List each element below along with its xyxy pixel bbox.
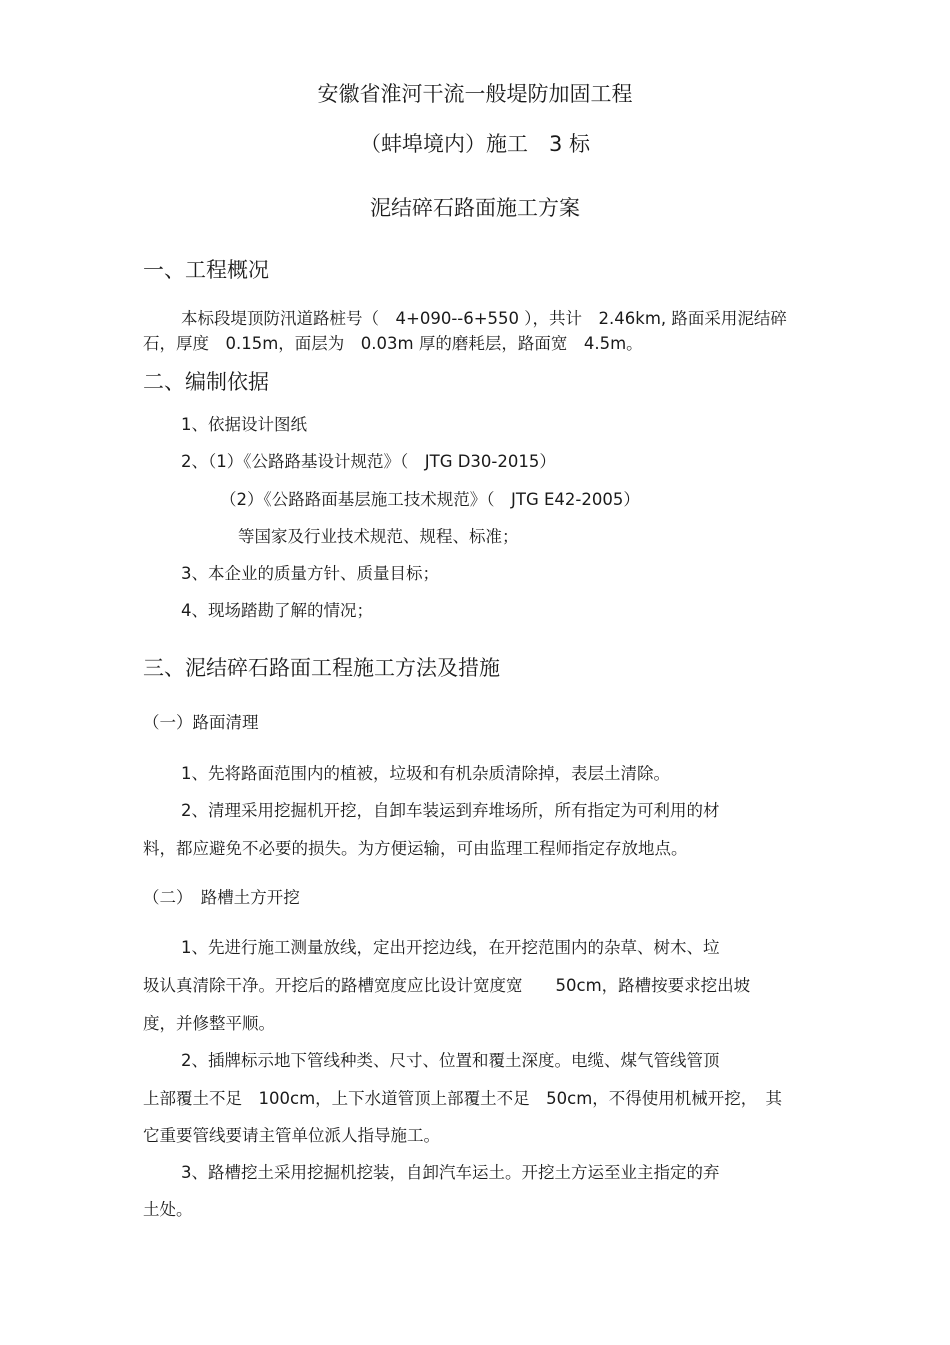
sub1-heading: （一）路面清理 — [143, 713, 259, 732]
sub2-para2-line3: 它重要管线要请主管单位派人指导施工。 — [143, 1126, 440, 1145]
sub1-para2-line1: 2、清理采用挖掘机开挖，自卸车装运到弃堆场所，所有指定为可利用的材 — [181, 801, 720, 820]
sub2-para2-line2: 上部覆土不足 100cm，上下水道管顶上部覆土不足 50cm，不得使用机械开挖， 其 — [143, 1089, 783, 1108]
sub2-para3-line1: 3、路槽挖土采用挖掘机挖装，自卸汽车运土。开挖土方运至业主指定的弃 — [181, 1163, 720, 1182]
section1-para-line1: 本标段堤顶防汛道路桩号（ 4+090--6+550 ），共计 2.46km, 路面采用泥结碎 — [181, 309, 787, 328]
section2-heading: 二、编制依据 — [143, 370, 269, 394]
basis-item-2a: 2、（1）《公路路基设计规范》（ JTG D30-2015） — [181, 452, 556, 471]
sub2-heading: （二） 路槽土方开挖 — [143, 888, 300, 907]
section3-heading: 三、泥结碎石路面工程施工方法及措施 — [143, 656, 500, 680]
sub1-para1: 1、先将路面范围内的植被，垃圾和有机杂质清除掉，表层土清除。 — [181, 764, 670, 783]
section1-para-line2: 石，厚度 0.15m，面层为 0.03m 厚的磨耗层，路面宽 4.5m。 — [143, 334, 643, 353]
sub2-para1-line3: 度，并修整平顺。 — [143, 1014, 275, 1033]
section1-heading: 一、工程概况 — [143, 258, 269, 282]
sub2-para1-line1: 1、先进行施工测量放线，定出开挖边线，在开挖范围内的杂草、树木、垃 — [181, 938, 720, 957]
basis-item-1: 1、依据设计图纸 — [181, 415, 307, 434]
doc-title-line2: （蚌埠境内）施工 3 标 — [359, 132, 591, 156]
doc-title-line1: 安徽省淮河干流一般堤防加固工程 — [317, 82, 633, 106]
doc-title-line3: 泥结碎石路面施工方案 — [370, 196, 580, 220]
sub2-para2-line1: 2、插牌标示地下管线种类、尺寸、位置和覆土深度。电缆、煤气管线管顶 — [181, 1051, 720, 1070]
basis-item-3: 3、本企业的质量方针、质量目标； — [181, 564, 439, 583]
basis-item-4: 4、现场踏勘了解的情况； — [181, 601, 373, 620]
basis-item-2b: （2）《公路路面基层施工技术规范》（ JTG E42-2005） — [220, 490, 640, 509]
sub2-para1-line2: 圾认真清除干净。开挖后的路槽宽度应比设计宽度宽 50cm，路槽按要求挖出坡 — [143, 976, 751, 995]
basis-item-2c: 等国家及行业技术规范、规程、标准； — [238, 527, 519, 546]
sub2-para3-line2: 土处。 — [143, 1200, 193, 1219]
sub1-para2-line2: 料，都应避免不必要的损失。为方便运输，可由监理工程师指定存放地点。 — [143, 839, 688, 858]
